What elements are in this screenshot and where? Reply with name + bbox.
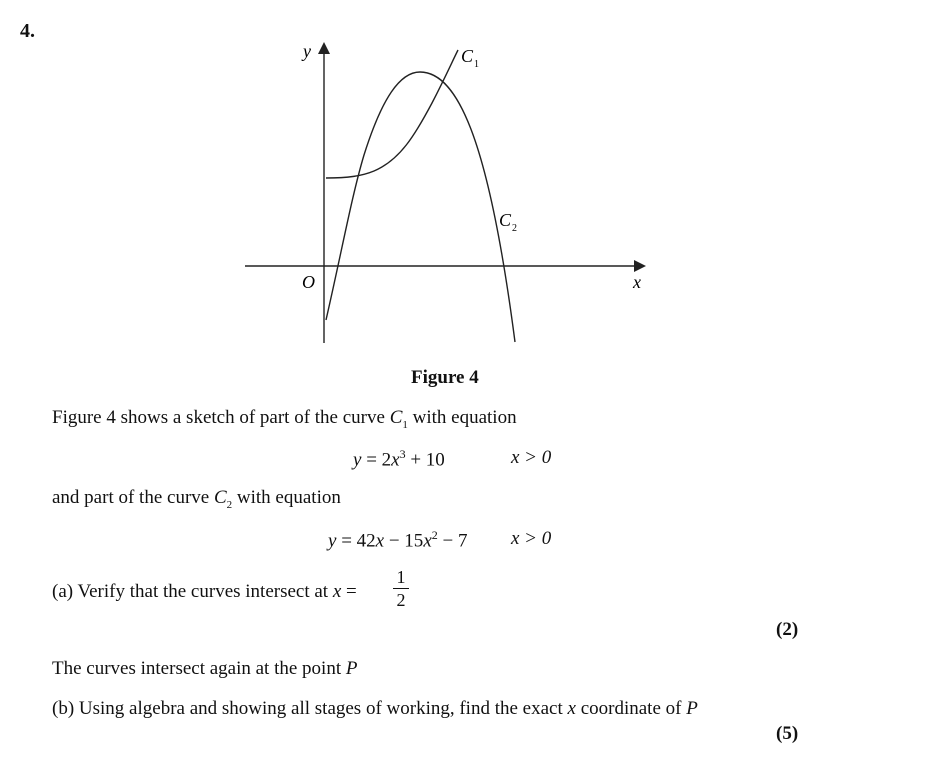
intro-curve2: and part of the curve $C_2$ with equation: [52, 487, 341, 511]
condition-c2: x > 0: [511, 528, 552, 549]
fraction-denominator: 2: [396, 590, 406, 610]
condition-c1: x > 0: [511, 447, 552, 468]
curve-c2: [326, 72, 515, 342]
curve-c2-sub: 2: [512, 223, 517, 234]
intersection-statement: The curves intersect again at the point P: [52, 658, 358, 679]
question-number: 4.: [20, 20, 35, 42]
curve-c1-sub: 1: [474, 59, 479, 70]
part-b-marks: (5): [776, 723, 799, 744]
part-a-marks: (2): [776, 619, 799, 640]
equation-c2: $y = 42x - 15x^2 - 7$: [328, 528, 468, 552]
part-b-question: (b) Using algebra and showing all stages of working, find the exact x coordinate of P: [52, 698, 698, 719]
curve-c1: [326, 50, 458, 178]
figure-caption: Figure 4: [411, 367, 479, 388]
y-axis-arrow: [318, 42, 330, 54]
part-a-question: (a) Verify that the curves intersect at x =: [52, 581, 357, 602]
x-axis-arrow: [634, 260, 646, 272]
y-axis-label: y: [303, 41, 311, 61]
curve-c2-label: C: [499, 210, 512, 230]
fraction-numerator: 1: [396, 567, 406, 587]
intro-curve1: Figure 4 shows a sketch of part of the curve $C_1$ with equation: [52, 407, 517, 431]
equation-c1: $y = 2x^3 + 10$: [353, 447, 445, 471]
x-axis-label: x: [633, 272, 641, 292]
curve-c1-label: C: [461, 46, 474, 66]
origin-label: O: [302, 272, 315, 292]
fraction-bar: [393, 588, 409, 589]
fraction-one-half: [393, 567, 409, 610]
